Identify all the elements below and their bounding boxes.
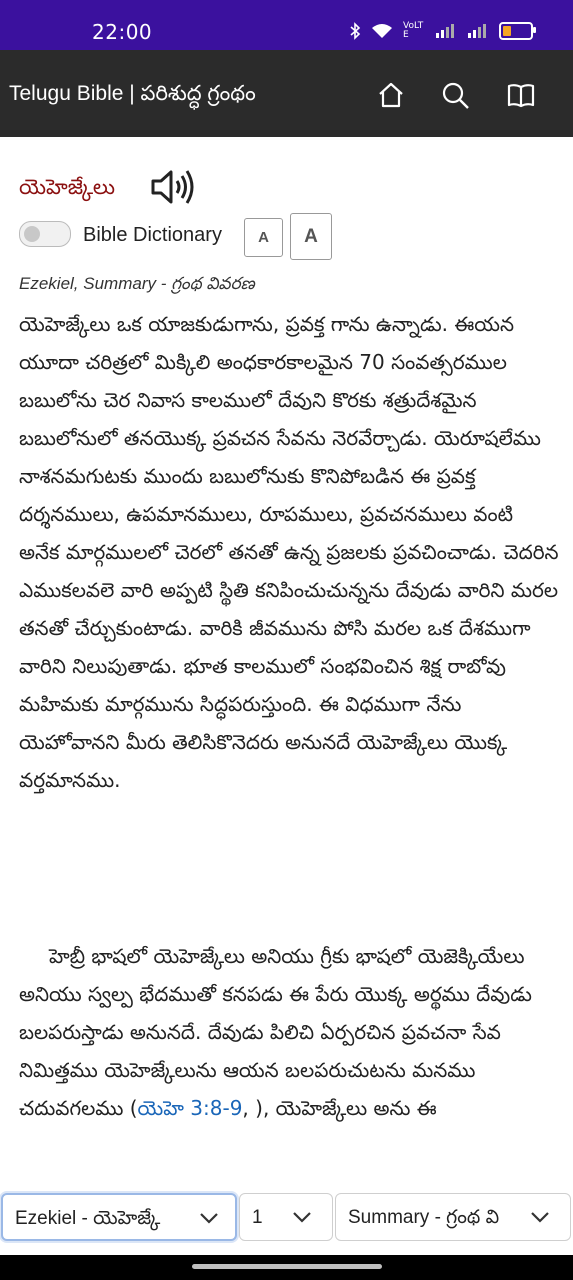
search-icon[interactable] xyxy=(440,80,470,110)
book-select[interactable] xyxy=(1,1193,237,1241)
signal-icon xyxy=(435,23,457,39)
book-title: యెహెజ్కేలు xyxy=(19,175,116,199)
status-icons xyxy=(349,22,533,40)
paragraph-text: , ), యెహెజ్కేలు అను ఈ xyxy=(242,1096,437,1120)
app-title: Telugu Bible | పరిశుద్ధ గ్రంథం xyxy=(9,82,256,105)
speaker-icon[interactable] xyxy=(150,167,196,207)
font-increase-button[interactable]: A xyxy=(290,213,332,260)
chapter-select-value: 1 xyxy=(252,1207,263,1228)
dictionary-toggle[interactable] xyxy=(19,221,71,247)
battery-icon xyxy=(499,22,533,40)
section-subtitle: Ezekiel, Summary - గ్రంథ వివరణ xyxy=(19,274,255,293)
section-select-value: Summary - గ్రంథ వి xyxy=(348,1207,500,1228)
font-decrease-button[interactable]: A xyxy=(244,218,283,257)
wifi-icon xyxy=(371,23,393,39)
home-gesture-handle[interactable] xyxy=(192,1264,382,1269)
dictionary-label: Bible Dictionary xyxy=(83,224,222,246)
system-nav-bar xyxy=(0,1255,573,1280)
home-icon[interactable] xyxy=(376,80,406,110)
section-select[interactable] xyxy=(335,1193,571,1241)
summary-paragraph xyxy=(19,937,559,1127)
chevron-down-icon xyxy=(530,1210,550,1224)
status-time: 22:00 xyxy=(92,20,153,44)
navigation-selectors xyxy=(0,1187,573,1255)
bluetooth-icon xyxy=(349,22,361,40)
summary-paragraph: యెహెజ్కేలు ఒక యాజకుడుగాను, ప్రవక్త గాను ఉన్నాడు. ఈయన యూదా చరిత్రలో మిక్కిలి అంధకారకాలమైన 70 సంవత్సరముల బబులోను చెర నివాస కాలములో దేవుని కొరకు శత్రుదేశమైన బబులోనులో తనయొక్క ప్రవచన సేవను నెరవేర్చాడు. యెరూషలేము నాశనమగుటకు ముందు బబులోనుకు కొనిపోబడిన ఈ ప్రవక్త దర్శనములు, ఉపమానములు, రూపములు, ప్రవచనములు వంటి అనేక మార్గములలో చెరలో తనతో ఉన్న ప్రజలకు ప్రవచించాడు. చెదరిన ఎముకలవలె వారి అప్పటి స్థితి కనిపించుచున్నను దేవుడు వారిని మరల తనతో చేర్చుకుంటాడు. వారికి జీవమును పోసి మరల ఒక దేశముగా వారిని నిలుపుతాడు. భూత కాలములో సంభవించిన శిక్ష రాబోవు మహిమకు మార్గమును సిద్ధపరుస్తుంది. ఈ విధముగా నేను యెహోవానని మీరు తెలిసికొనెదరు అనునదే యెహెజ్కేలు యొక్క వర్తమానము. xyxy=(19,312,559,792)
chevron-down-icon xyxy=(199,1211,219,1225)
book-icon[interactable] xyxy=(506,80,536,110)
signal-icon xyxy=(467,23,489,39)
chapter-content[interactable] xyxy=(0,137,573,1187)
volte-label: VoLTE xyxy=(403,21,424,40)
verse-reference-link[interactable]: యెహె 3:8-9 xyxy=(137,1096,243,1120)
app-bar xyxy=(0,50,573,137)
chapter-select[interactable] xyxy=(239,1193,333,1241)
status-bar xyxy=(0,0,573,50)
chevron-down-icon xyxy=(292,1210,312,1224)
book-select-value: Ezekiel - యెహెజ్కే xyxy=(15,1208,161,1229)
paragraph-text: హెబ్రీ భాషలో యెహెజ్కేలు అనియు గ్రీకు భాషలో యెజెక్కియేలు అనియు స్వల్ప భేదముతో కనపడు ఈ పేరు యొక్క అర్థము దేవుడు బలపరుస్తాడు అనునదే. దేవుడు పిలిచి ఏర్పరచిన ప్రవచనా సేవ నిమిత్తము యెహెజ్కేలును ఆయన బలపరుచుటను మనము చదువగలము ( xyxy=(19,944,532,1120)
